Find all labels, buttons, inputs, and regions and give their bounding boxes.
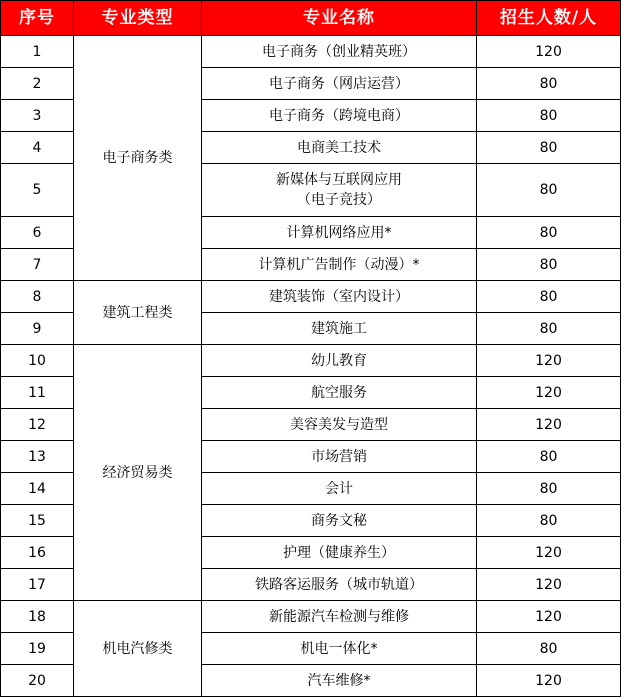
major-name: 电子商务（创业精英班） [202,36,477,68]
enrollment-count: 80 [477,249,621,281]
major-name: 新能源汽车检测与维修 [202,601,477,633]
header-no: 序号 [1,1,74,36]
enrollment-count: 80 [477,633,621,665]
row-number: 15 [1,505,74,537]
major-name-line1: 新媒体与互联网应用 [276,172,402,188]
major-name: 航空服务 [202,377,477,409]
major-name: 市场营销 [202,441,477,473]
enrollment-count: 120 [477,537,621,569]
table-row [1,601,621,633]
major-name: 计算机网络应用* [202,217,477,249]
enrollment-count: 80 [477,132,621,164]
enrollment-count: 120 [477,569,621,601]
major-name-two-line [202,164,477,217]
header-major: 专业名称 [202,1,477,36]
row-number: 1 [1,36,74,68]
enrollment-count: 120 [477,601,621,633]
header-category: 专业类型 [74,1,202,36]
major-name: 商务文秘 [202,505,477,537]
row-number: 2 [1,68,74,100]
enrollment-count: 120 [477,665,621,697]
table-row [1,36,621,68]
row-number: 8 [1,281,74,313]
row-number: 17 [1,569,74,601]
category-cell-mechatronics: 机电汽修类 [74,601,202,697]
major-name: 电商美工技术 [202,132,477,164]
enrollment-count: 80 [477,473,621,505]
enrollment-count: 120 [477,345,621,377]
row-number: 14 [1,473,74,505]
row-number: 9 [1,313,74,345]
major-name: 机电一体化* [202,633,477,665]
row-number: 3 [1,100,74,132]
major-name: 电子商务（跨境电商） [202,100,477,132]
major-name: 建筑装饰（室内设计） [202,281,477,313]
row-number: 18 [1,601,74,633]
major-name: 会计 [202,473,477,505]
row-number: 5 [1,164,74,217]
major-name: 计算机广告制作（动漫）* [202,249,477,281]
enrollment-count: 80 [477,68,621,100]
enrollment-count: 120 [477,409,621,441]
row-number: 20 [1,665,74,697]
major-name: 电子商务（网店运营） [202,68,477,100]
major-name: 护理（健康养生） [202,537,477,569]
enrollment-count: 120 [477,36,621,68]
major-name: 美容美发与造型 [202,409,477,441]
enrollment-count: 80 [477,441,621,473]
table-row [1,281,621,313]
major-name-line2: （电子竞技） [297,192,381,208]
row-number: 10 [1,345,74,377]
header-row [1,1,621,36]
major-name: 幼儿教育 [202,345,477,377]
major-name: 汽车维修* [202,665,477,697]
enrollment-count: 80 [477,164,621,217]
enrollment-count: 80 [477,217,621,249]
category-cell-ecommerce: 电子商务类 [74,36,202,281]
enrollment-count: 120 [477,377,621,409]
major-name: 铁路客运服务（城市轨道） [202,569,477,601]
row-number: 6 [1,217,74,249]
category-cell-construction: 建筑工程类 [74,281,202,345]
category-cell-trade: 经济贸易类 [74,345,202,601]
enrollment-count: 80 [477,281,621,313]
row-number: 13 [1,441,74,473]
major-name: 建筑施工 [202,313,477,345]
enrollment-count: 80 [477,313,621,345]
enrollment-count: 80 [477,100,621,132]
table-row [1,345,621,377]
row-number: 16 [1,537,74,569]
enrollment-count: 80 [477,505,621,537]
row-number: 11 [1,377,74,409]
row-number: 7 [1,249,74,281]
row-number: 19 [1,633,74,665]
row-number: 4 [1,132,74,164]
header-count: 招生人数/人 [477,1,621,36]
row-number: 12 [1,409,74,441]
